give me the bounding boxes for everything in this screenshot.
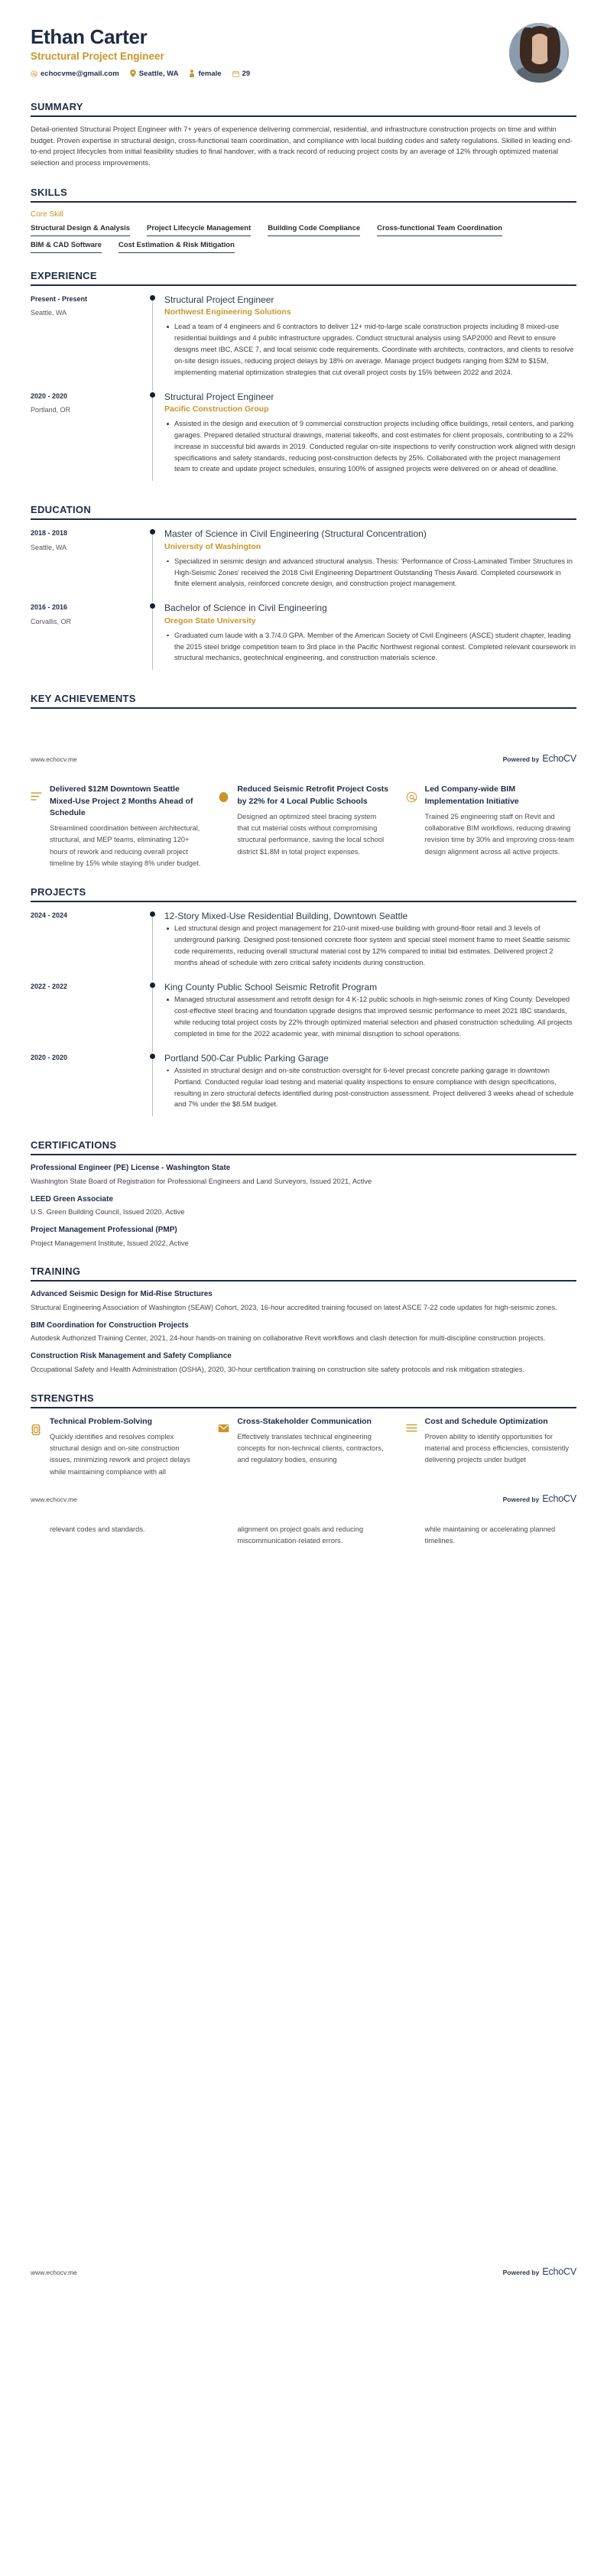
footer-url[interactable]: www.echocv.me xyxy=(31,755,77,764)
entry-bullet: Lead a team of 4 engineers and 6 contractors to deliver 12+ mid-to-large scale construction projects including 8 mixed-use residential buildings and 4 public infrastructure upgrades. Conduct structural analysis using SAP2000 and Revit to ensure designs meet IBC, ASCE 7, and local seismic code requirements. Coordinate with architects, contractors, and clients to resolve on-site design issues, reducing project delays by 18% on average. Manage project budgets ranging from $2M to $15M, implementing material optimization strategies that cut overall project costs by 15% between 2022 and 2024. xyxy=(164,321,576,378)
candidate-job-title: Structural Project Engineer xyxy=(31,50,164,62)
entry-content xyxy=(163,602,576,676)
strength-title: Cost and Schedule Optimization xyxy=(424,1416,548,1426)
page-break xyxy=(0,1504,607,1524)
lines-icon xyxy=(406,1416,418,1432)
project-entry xyxy=(31,1052,576,1123)
skill-chip: Cost Estimation & Risk Mitigation xyxy=(118,241,235,253)
entry-content xyxy=(163,528,576,602)
key-achievements-grid xyxy=(31,784,576,869)
section-divider xyxy=(31,707,576,709)
strength-body xyxy=(50,1416,201,1479)
timeline-dot xyxy=(150,603,155,609)
contact-gender xyxy=(189,70,221,78)
section-title-education: EDUCATION xyxy=(31,504,92,516)
page-break xyxy=(0,764,607,784)
entry-date: 2016 - 2016 xyxy=(31,603,68,612)
certification-description: Washington State Board of Registration for Professional Engineers and Land Surveyors, Issued 2021, Active xyxy=(31,1177,372,1185)
section-projects xyxy=(31,886,576,1122)
project-title: King County Public School Seismic Retrofit Program xyxy=(164,981,378,992)
section-summary xyxy=(31,101,576,170)
entry-role: Structural Project Engineer xyxy=(164,391,274,402)
strength-body xyxy=(237,1416,388,1467)
project-title: Portland 500-Car Public Parking Garage xyxy=(164,1052,329,1064)
avatar xyxy=(509,23,569,83)
training-title: Advanced Seismic Design for Mid-Rise Structures xyxy=(31,1290,213,1299)
achievement-body xyxy=(50,784,201,869)
candidate-name: Ethan Carter xyxy=(31,25,148,48)
spacer-icon xyxy=(406,1524,418,1532)
footer-brand xyxy=(503,1493,576,1504)
entry-date: 2022 - 2022 xyxy=(31,982,68,990)
section-title-certifications: CERTIFICATIONS xyxy=(31,1139,117,1152)
section-title-summary: SUMMARY xyxy=(31,101,83,112)
entry-bullet: Assisted in the design and execution of 9 commercial construction projects including office buildings, retail centers, and parking garages. Prepared detailed structural drawings, material takeoffs, and cost estimates for client proposals, contributing to a 22% increase in successful bid awards in 2019. Conducted regular on-site inspections to verify construction work aligned with design specifications and safety standards, reducing post-construction defects by 25%. Collaborated with the project management team to create and update project schedules, ensuring 100% of assigned projects were delivered on or ahead of deadline. xyxy=(164,418,576,475)
certification-title: LEED Green Associate xyxy=(31,1194,114,1204)
timeline-rail xyxy=(149,528,163,602)
entry-meta xyxy=(31,391,149,488)
achievement-body xyxy=(425,784,576,858)
entry-bullets xyxy=(164,418,576,475)
section-title-strengths: STRENGTHS xyxy=(31,1392,94,1404)
section-divider xyxy=(31,201,576,203)
strength-overflow-body xyxy=(50,1524,201,1535)
entry-meta xyxy=(31,1052,149,1123)
skill-chip: Structural Design & Analysis xyxy=(31,224,130,236)
section-key-achievements xyxy=(31,693,576,709)
entry-content xyxy=(163,910,576,981)
certification-item xyxy=(31,1225,576,1249)
timeline-rail xyxy=(149,391,163,488)
section-divider xyxy=(31,284,576,286)
strength-card xyxy=(218,1416,388,1467)
contact-age xyxy=(232,70,251,78)
achievement-title: Led Company-wide BIM Implementation Initiative xyxy=(424,784,519,806)
strength-description: Effectively translates technical engineering concepts for non-technical clients, contractors, and regulatory bodies, ensuring xyxy=(237,1432,384,1464)
entry-organization: Pacific Construction Group xyxy=(164,404,269,414)
footer-brand-name: EchoCV xyxy=(542,1493,576,1505)
timeline-dot xyxy=(150,392,155,398)
training-title: BIM Coordination for Construction Projects xyxy=(31,1320,189,1330)
entry-bullet: Graduated cum laude with a 3.7/4.0 GPA. Member of the American Society of Civil Engineers (ASCE) student chapter, leading the 2015 steel bridge competition team to 3rd place in the Pacific Northwest regional contest. Completed relevant coursework in structural mechanics, geotechnical engineering, and construction materials science. xyxy=(164,630,576,664)
page-footer xyxy=(0,1493,607,1504)
certification-title: Professional Engineer (PE) License - Washington State xyxy=(31,1164,231,1173)
timeline-rail xyxy=(149,981,163,1052)
training-item xyxy=(31,1320,576,1344)
footer-brand-name: EchoCV xyxy=(542,2266,576,2277)
certification-description: Project Management Institute, Issued 2022, Active xyxy=(31,1239,189,1247)
section-title-key-achievements: KEY ACHIEVEMENTS xyxy=(31,693,136,705)
entry-location: Corvallis, OR xyxy=(31,617,72,625)
strengths-grid xyxy=(31,1416,576,1479)
entry-content xyxy=(163,981,576,1052)
achievement-description: Streamlined coordination between architectural, structural, and MEP teams, eliminating 120+ hours of rework and reducing overall project timeline by 15% while staying 8% under budget. xyxy=(50,823,201,867)
achievement-body xyxy=(237,784,388,858)
experience-entry xyxy=(31,294,576,391)
entry-bullets xyxy=(164,630,576,664)
certification-description: U.S. Green Building Council, Issued 2020, Active xyxy=(31,1208,185,1217)
entry-institution: University of Washington xyxy=(164,541,261,551)
resume-page-3 xyxy=(0,1524,607,1548)
section-skills xyxy=(31,187,576,253)
timeline-dot xyxy=(150,911,155,917)
section-certifications xyxy=(31,1139,576,1249)
achievement-title: Reduced Seismic Retrofit Project Costs by 22% for 4 Local Public Schools xyxy=(237,784,389,806)
summary-text: Detail-oriented Structural Project Engineer with 7+ years of experience delivering commercial, residential, and infrastructure construction projects on time and within budget. Proven expertise in structural design, cross-functional team coordination, and compliance with local building codes and safety regulations. Skilled in leading end-to-end project lifecycles from initial feasibility studies to final handover, with a track record of reducing project costs by an average of 12% through optimized material selection and process improvements. xyxy=(31,125,573,168)
certification-item xyxy=(31,1194,576,1218)
entry-bullet: Specialized in seismic design and advanced structural analysis. Thesis: 'Performance of Cross-Laminated Timber Structures in High-Seismic Zones' received the 2018 Civil Engineering Department Outstanding Thesis Award. Completed coursework in finite element analysis, reinforced concrete design, and construction project management. xyxy=(164,556,576,590)
entry-location: Seattle, WA xyxy=(31,309,67,317)
skill-chip: Building Code Compliance xyxy=(268,224,360,236)
strengths-overflow-grid xyxy=(31,1524,576,1548)
entry-date: 2024 - 2024 xyxy=(31,911,68,920)
timeline-dot xyxy=(150,295,155,300)
timeline-dot xyxy=(150,529,155,534)
skill-chip: Cross-functional Team Coordination xyxy=(377,224,502,236)
section-title-training: TRAINING xyxy=(31,1265,81,1278)
footer-powered-by-label: Powered by xyxy=(502,1496,540,1504)
entry-bullets xyxy=(164,994,576,1040)
section-divider xyxy=(31,1407,576,1408)
timeline-rail xyxy=(149,294,163,391)
skills-list xyxy=(31,224,576,253)
footer-brand-name: EchoCV xyxy=(542,753,576,765)
entry-date: Present - Present xyxy=(31,294,88,303)
achievement-card xyxy=(218,784,388,858)
entry-meta xyxy=(31,528,149,602)
strength-card xyxy=(31,1416,201,1479)
entry-meta xyxy=(31,981,149,1052)
achievement-card xyxy=(406,784,576,858)
strength-description: Proven ability to identify opportunities for material and process efficiencies, consistently delivering projects under budget xyxy=(424,1432,570,1464)
footer-powered-by-label: Powered by xyxy=(502,2268,540,2276)
entry-meta xyxy=(31,294,149,391)
skill-chip: BIM & CAD Software xyxy=(31,241,102,253)
contact-row xyxy=(31,70,509,78)
strength-title: Technical Problem-Solving xyxy=(50,1416,152,1426)
training-item xyxy=(31,1351,576,1375)
entry-location: Portland, OR xyxy=(31,406,71,414)
entry-bullet: Assisted in structural design and on-site construction oversight for 6-level precast concrete parking garage in downtown Portland. Conducted regular load testing and material quality inspections to ensure compliance with design specifications, resulting in zero structural defects identified during post-construction assessment. Project delivered 3 weeks ahead of schedule and 7% under the $8.5M budget. xyxy=(164,1065,576,1111)
entry-location: Seattle, WA xyxy=(31,543,67,551)
entry-role: Structural Project Engineer xyxy=(164,294,274,305)
contact-gender-text: female xyxy=(198,69,222,78)
certification-item xyxy=(31,1163,576,1187)
section-education xyxy=(31,504,576,676)
entry-organization: Northwest Engineering Solutions xyxy=(164,307,291,317)
contact-location-text: Seattle, WA xyxy=(138,69,179,78)
achievement-description: Designed an optimized steel bracing system that cut material costs without compromising structural performance, saving the local school district $1.8M in total project expenses. xyxy=(237,812,385,856)
footer-powered-by-label: Powered by xyxy=(502,755,540,764)
skills-group-label: Core Skill xyxy=(31,210,63,219)
lines-icon xyxy=(31,784,43,801)
training-item xyxy=(31,1289,576,1313)
at-icon xyxy=(406,784,418,803)
contact-email[interactable] xyxy=(31,70,119,78)
section-title-projects: PROJECTS xyxy=(31,886,86,898)
envelope-icon xyxy=(218,1416,230,1433)
entry-date: 2018 - 2018 xyxy=(31,529,68,538)
strength-overflow-body xyxy=(237,1524,388,1548)
section-experience xyxy=(31,270,576,487)
education-entry xyxy=(31,528,576,602)
footer-url[interactable]: www.echocv.me xyxy=(31,1496,77,1504)
timeline-dot xyxy=(150,1054,155,1059)
strength-overflow-body xyxy=(425,1524,576,1548)
timeline-rail xyxy=(149,910,163,981)
strength-description-continued: alignment on project goals and reducing miscommunication-related errors. xyxy=(237,1525,364,1545)
at-icon xyxy=(31,70,37,77)
timeline-dot xyxy=(150,983,155,988)
entry-bullet: Led structural design and project management for 210-unit mixed-use building with ground-floor retail and 3 levels of underground parking. Designed post-tensioned concrete floor system and special steel moment frame to meet Seattle seismic code requirements, reducing overall structural material cost by 12% compared to initial bid estimates. Delivered project 2 months ahead of schedule with zero critical safety incidents during construction. xyxy=(164,923,576,969)
achievement-card xyxy=(31,784,201,869)
entry-content xyxy=(163,391,576,488)
section-divider xyxy=(31,1280,576,1282)
page-footer xyxy=(0,753,607,764)
calendar-icon xyxy=(232,70,239,77)
chip-icon xyxy=(31,1416,43,1436)
entry-content xyxy=(163,294,576,391)
entry-content xyxy=(163,1052,576,1123)
training-description: Autodesk Authorized Training Center, 2021, 24-hour hands-on training on collaborative Revit workflows and clash detection for multi-discipline construction projects. xyxy=(31,1334,546,1343)
entry-meta xyxy=(31,602,149,676)
section-strengths xyxy=(31,1392,576,1479)
entry-institution: Oregon State University xyxy=(164,616,256,625)
education-entry xyxy=(31,602,576,676)
circle-icon xyxy=(218,784,230,803)
strength-overflow-card xyxy=(406,1524,576,1548)
entry-bullets xyxy=(164,556,576,590)
timeline-rail xyxy=(149,602,163,676)
project-entry xyxy=(31,910,576,981)
project-entry xyxy=(31,981,576,1052)
project-title: 12-Story Mixed-Use Residential Building, Downtown Seattle xyxy=(164,911,408,922)
header-text-block xyxy=(31,23,509,78)
training-title: Construction Risk Management and Safety Compliance xyxy=(31,1352,232,1361)
achievement-title: Delivered $12M Downtown Seattle Mixed-Use Project 2 Months Ahead of Schedule xyxy=(50,784,193,817)
entry-date: 2020 - 2020 xyxy=(31,1053,68,1061)
entry-meta xyxy=(31,910,149,981)
spacer-icon xyxy=(218,1524,230,1532)
strength-description-continued: while maintaining or accelerating planned timelines. xyxy=(424,1525,556,1545)
resume-page-1 xyxy=(0,0,607,709)
person-icon xyxy=(189,70,195,77)
certification-title: Project Management Professional (PMP) xyxy=(31,1226,177,1235)
entry-date: 2020 - 2020 xyxy=(31,391,68,400)
training-description: Occupational Safety and Health Administration (OSHA), 2020, 30-hour certification training on construction site safety protocols and risk mitigation strategies. xyxy=(31,1365,524,1373)
section-title-experience: EXPERIENCE xyxy=(31,269,97,281)
section-divider xyxy=(31,901,576,902)
section-divider xyxy=(31,1154,576,1155)
strength-title: Cross-Stakeholder Communication xyxy=(237,1416,372,1426)
strength-card xyxy=(406,1416,576,1467)
spacer-icon xyxy=(31,1524,43,1532)
strength-description-continued: relevant codes and standards. xyxy=(50,1525,145,1534)
footer-brand xyxy=(503,753,576,764)
entry-bullets xyxy=(164,923,576,969)
section-title-skills: SKILLS xyxy=(31,186,68,198)
page-footer xyxy=(0,2266,607,2277)
footer-url[interactable]: www.echocv.me xyxy=(31,2268,77,2276)
strength-description: Quickly identifies and resolves complex structural design and on-site construction issues, minimizing rework and project delays while maintaining compliance with all xyxy=(50,1432,190,1476)
entry-bullets xyxy=(164,1065,576,1111)
achievement-description: Trained 25 engineering staff on Revit and collaborative BIM workflows, reducing drawing revision time by 30% and improving cross-team design alignment across all active projects. xyxy=(424,812,574,856)
entry-degree: Bachelor of Science in Civil Engineering xyxy=(164,603,327,614)
entry-bullets xyxy=(164,321,576,378)
timeline-rail xyxy=(149,1052,163,1123)
training-description: Structural Engineering Association of Washington (SEAW) Cohort, 2023, 16-hour accredited training focused on latest ASCE 7-22 code updates for high-seismic zones. xyxy=(31,1303,557,1311)
footer-brand xyxy=(503,2266,576,2277)
strength-overflow-card xyxy=(31,1524,201,1535)
contact-email-text: echocvme@gmail.com xyxy=(41,69,119,78)
skill-chip: Project Lifecycle Management xyxy=(147,224,251,236)
section-divider xyxy=(31,518,576,520)
entry-bullet: Managed structural assessment and retrofit design for 4 K-12 public schools in high-seismic zones of King County. Developed cost-effective steel bracing and foundation upgrade designs that improved seismic performance to meet 2021 IBC standards, while reducing total project costs by 22% through optimized material selection and phased construction scheduling. All projects completed in time for the 2022 academic year, with minimal disruption to school operations. xyxy=(164,994,576,1040)
location-pin-icon xyxy=(130,70,136,77)
entry-degree: Master of Science in Civil Engineering (Structural Concentration) xyxy=(164,528,427,540)
resume-page-2 xyxy=(0,784,607,1478)
section-training xyxy=(31,1265,576,1375)
strength-body xyxy=(425,1416,576,1467)
strength-overflow-card xyxy=(218,1524,388,1548)
section-divider xyxy=(31,115,576,117)
contact-location xyxy=(130,70,179,78)
resume-header xyxy=(31,0,576,84)
contact-age-text: 29 xyxy=(242,69,251,78)
experience-entry xyxy=(31,391,576,488)
